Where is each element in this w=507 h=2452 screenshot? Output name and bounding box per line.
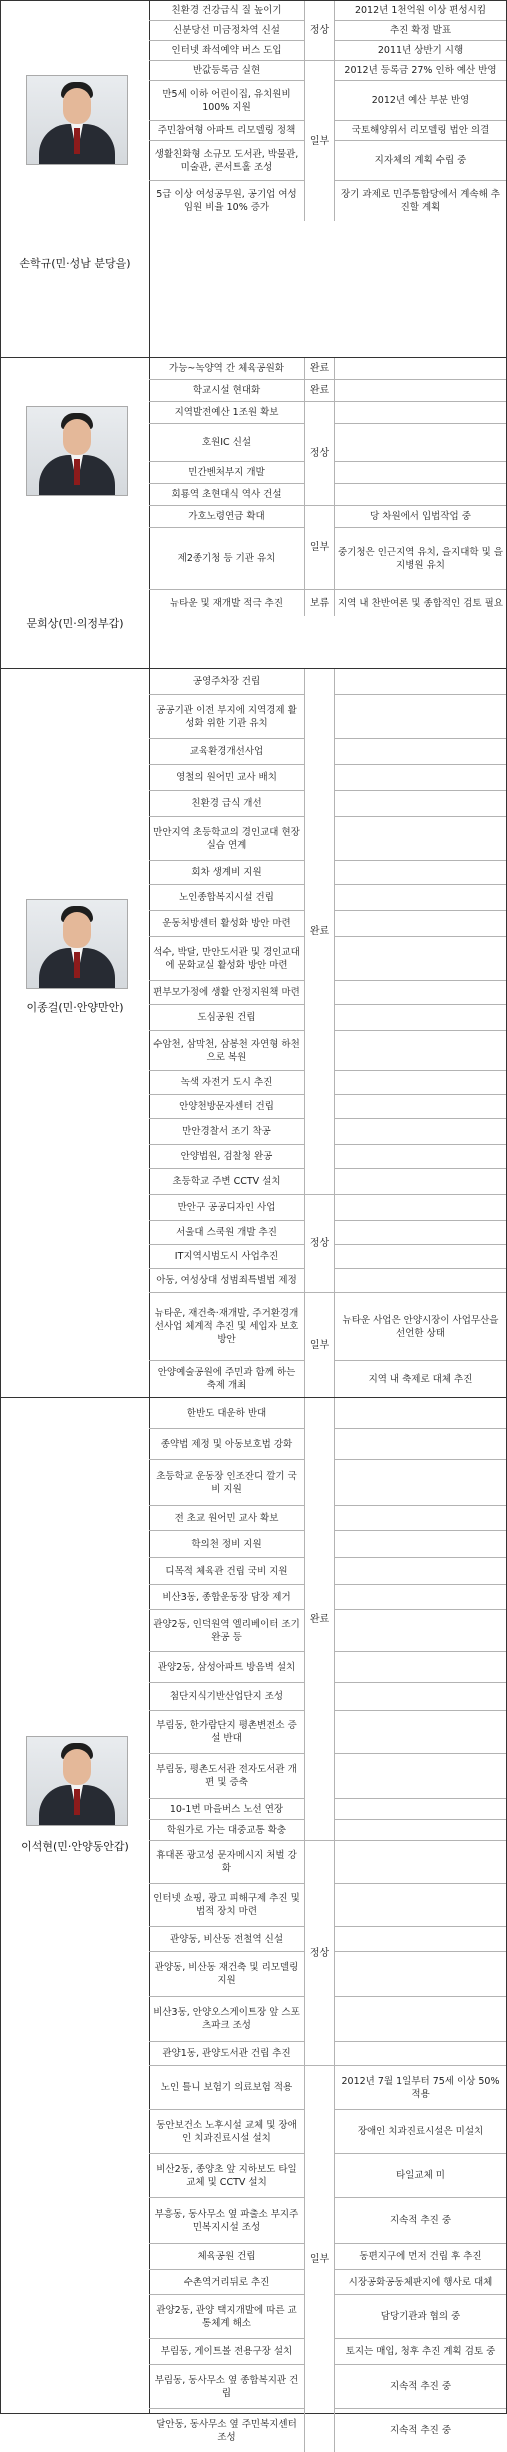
status-label: 정상 [305,1,335,61]
pledge-text: 부흥동, 동사무소 옆 파출소 부지주민복지시설 조성 [149,2198,305,2244]
pledge-note: 2012년 1천억원 이상 편성시킴 [335,1,506,21]
status-label: 완료 [305,669,335,1195]
pledge-note [335,695,506,739]
politician-name: 손학규(민·성남 분당을) [19,257,131,270]
pledge-list [149,1,506,357]
pledge-text: 비산3동, 종합운동장 담장 제거 [149,1585,305,1610]
pledge-text: 학교시설 현대화 [149,380,305,402]
pledge-text: 교육환경개선사업 [149,739,305,765]
pledge-text: 인터넷 쇼핑, 광고 피해구제 추진 및 법적 장치 마련 [149,1884,305,1927]
status-label: 일부 [305,1293,335,1397]
pledge-text: 관양동, 비산동 재건축 및 리모델링 지원 [149,1952,305,1997]
pledge-text: 부림동, 평촌도서관 전자도서관 개편 및 증축 [149,1754,305,1799]
pledge-note [335,1031,506,1071]
pledge-note [335,1119,506,1145]
pledge-note: 2011년 상반기 시행 [335,41,506,61]
pledge-text: 디목적 체육관 건립 국비 지원 [149,1558,305,1585]
politician-profile [1,358,150,668]
pledge-note [335,358,506,380]
pledge-text: 체육공원 건립 [149,2244,305,2270]
pledge-text: 신분당선 미금정차역 신설 [149,21,305,41]
pledge-text: 비산3동, 안양오스게이트장 앞 스포츠파크 조성 [149,1997,305,2042]
pledge-text: 부림동, 한가람단지 평촌변전소 증설 반대 [149,1711,305,1754]
pledge-list [149,1398,506,2443]
pledge-note [335,402,506,424]
pledge-note [335,885,506,911]
pledge-note [335,1460,506,1506]
pledge-note: 당 차원에서 입법작업 중 [335,506,506,528]
pledge-text: 가호노령연금 확대 [149,506,305,528]
pledge-note [335,791,506,817]
politician-name: 이석현(민·안양동안갑) [21,1840,129,1853]
pledge-note: 추진 확정 발표 [335,21,506,41]
portrait-sohn [26,75,128,165]
pledge-note [335,1683,506,1711]
pledge-text: 호원IC 신설 [149,424,305,462]
pledge-note [335,484,506,506]
pledge-text: 민간벤처부지 개발 [149,462,305,484]
pledge-note [335,424,506,462]
pledge-note [335,1952,506,1997]
pledge-text: 안양예술공원에 주민과 함께 하는 축제 개최 [149,1361,305,1397]
pledge-note: 2012년 등록금 27% 인하 예산 반영 [335,61,506,81]
pledge-text: 한반도 대운하 반대 [149,1398,305,1429]
status-label: 완료 [305,1398,335,1841]
pledge-note: 지역 내 찬반여론 및 종합적인 검토 필요 [338,597,503,609]
pledge-note [335,739,506,765]
status-label: 완료 [305,358,335,380]
pledge-list [149,358,506,668]
pledge-text: 관양1동, 관양도서관 건립 추진 [149,2042,305,2066]
pledge-text: 서울대 스쿡원 개발 추진 [149,1221,305,1245]
status-label: 정상 [305,1841,335,2066]
pledge-note [335,2042,506,2066]
pledge-text: 노인종합복지시설 건립 [149,885,305,911]
pledge-note [335,1506,506,1531]
pledge-text: 주민참여형 아파트 리모델링 정책 [149,121,305,141]
pledge-note: 시장공화공동체판지에 행사로 대체 [335,2270,506,2295]
pledge-text: 회차 생계비 지원 [149,861,305,885]
politician-name: 이종걸(민·안양만안) [26,1001,124,1014]
portrait-lee-sh [26,1736,128,1826]
pledge-note [335,1221,506,1245]
status-label: 일부 [305,2066,335,2452]
pledge-text: 가능~녹양역 간 체육공원화 [149,358,305,380]
pledge-note [335,1071,506,1095]
pledge-note: 장기 과제로 민주통합당에서 계속해 추진할 계획 [341,189,500,213]
pledge-text: 반값등록금 실현 [149,61,305,81]
pledge-note [335,1585,506,1610]
pledge-note [335,1245,506,1269]
pledge-text: 안양법원, 검찰청 완공 [149,1145,305,1169]
pledge-note: 타일교체 미 [335,2154,506,2198]
pledge-text: 관양동, 비산동 전철역 신설 [149,1927,305,1952]
pledge-note [335,1652,506,1683]
pledge-text: 부림동, 동사무소 옆 종합복지관 건립 [149,2365,305,2409]
pledge-text: 수암천, 삼막천, 삼봉천 자연형 하천으로 복원 [149,1031,305,1071]
pledge-note: 지속적 추진 중 [335,2365,506,2409]
pledge-text: 인터넷 좌석예약 버스 도입 [149,41,305,61]
status-label: 정상 [305,1195,335,1293]
politician-profile [1,669,150,1397]
status-label: 일부 [305,506,335,590]
pledge-note [335,981,506,1005]
pledge-note [335,1195,506,1221]
pledge-text: 초등학교 운동장 인조잔디 깔기 국비 지원 [149,1460,305,1506]
pledge-text: 첨단지식기반산업단지 조성 [149,1683,305,1711]
status-label: 일부 [305,61,335,221]
pledge-text: 생활친화형 소규모 도서관, 박물관, 미술관, 콘서트홀 조성 [149,141,305,181]
pledge-text: 도심공원 건립 [149,1005,305,1031]
portrait-lee-jg [26,899,128,989]
pledge-note [335,1841,506,1884]
pledge-text: 영철의 원어민 교사 배치 [149,765,305,791]
pledge-text: 안양천방문자센터 건립 [149,1095,305,1119]
pledge-note [335,817,506,861]
pledge-text: 뉴타운, 재건축·재개발, 주거환경개선사업 체계적 추진 및 세입자 보호방안 [149,1293,305,1361]
pledge-text: 휴대폰 광고성 문자메시지 처벌 강화 [149,1841,305,1884]
pledge-note [335,937,506,981]
pledge-text: 공공기관 이전 부지에 지역경제 활성화 위한 기관 유치 [149,695,305,739]
politician-section [1,358,506,669]
pledge-text: 부림동, 게이트볼 전용구장 설치 [149,2339,305,2365]
pledge-text: 전 초교 원어민 교사 확보 [149,1506,305,1531]
pledge-text: 친환경 급식 개선 [149,791,305,817]
pledge-text: 비산2동, 종양초 앞 지하보도 타일교체 및 CCTV 설치 [149,2154,305,2198]
pledge-note: 지자체의 계획 수립 중 [335,141,506,181]
pledge-note [335,1610,506,1652]
pledge-text: 공영주차장 건립 [149,669,305,695]
pledge-note [335,1531,506,1558]
pledge-note: 지속적 추진 중 [335,2198,506,2244]
politician-profile [1,1398,150,2413]
pledge-text: 만5세 이하 어린이집, 유치원비 100% 지원 [149,81,305,121]
pledge-note: 동편지구에 먼저 건립 후 추진 [335,2244,506,2270]
pledge-note: 담당기관과 협의 중 [335,2295,506,2339]
pledge-note [335,1711,506,1754]
pledge-note [335,1927,506,1952]
politician-profile [1,1,150,357]
politician-name: 문희상(민·의정부갑) [26,617,124,630]
status-label: 완료 [305,380,335,402]
pledge-text: 동안보건소 노후시설 교체 및 장애인 치과진료시설 설치 [149,2110,305,2154]
politician-section [1,669,506,1398]
status-label: 정상 [305,402,335,506]
pledge-note [335,1005,506,1031]
pledge-note: 장애인 치과진료시설은 미설치 [335,2110,506,2154]
pledge-text: 뉴타운 및 재개발 적극 추진 [149,590,305,616]
pledge-text: 친환경 건강급식 질 높이기 [149,1,305,21]
pledge-note: 토지는 매입, 청후 추진 계획 검토 중 [335,2339,506,2365]
pledge-text: 회룡역 초현대식 역사 건설 [149,484,305,506]
pledge-text: 편부모가정에 생활 안정지원책 마련 [149,981,305,1005]
pledge-note: 2012년 7월 1일부터 75세 이상 50% 적용 [335,2066,506,2110]
pledge-text: 10-1번 마을버스 노선 연장 [149,1799,305,1820]
pledge-note [335,1429,506,1460]
pledge-note [335,1145,506,1169]
pledge-text: 아동, 여성상대 성범죄특별법 제정 [149,1269,305,1293]
pledge-list [149,669,506,1397]
pledge-note [335,1884,506,1927]
pledge-text: 관양2동, 삼성아파트 방음벽 설치 [149,1652,305,1683]
pledge-note [335,1820,506,1841]
pledge-note [335,765,506,791]
pledge-text: 만안지역 초등학교의 경인교대 현장실습 연계 [149,817,305,861]
pledge-note: 지역 내 축제로 대체 추진 [368,1373,473,1385]
pledge-text: 녹색 자전거 도시 추진 [149,1071,305,1095]
pledge-note [335,861,506,885]
pledge-text: 학의천 정비 지원 [149,1531,305,1558]
pledge-text: 지역발전예산 1조원 확보 [149,402,305,424]
pledge-note [335,1095,506,1119]
pledge-note: 국토해양위서 리모델링 법안 의결 [335,121,506,141]
pledge-note [335,1269,506,1293]
pledge-text: 제2종기청 등 기관 유치 [149,528,305,590]
pledge-text: IT지역시범도시 사업추진 [149,1245,305,1269]
pledge-text: 수촌역거리뒤로 추진 [149,2270,305,2295]
pledge-text: 5급 이상 여성공무원, 공기업 여성임원 비율 10% 증가 [149,181,305,221]
politician-section [1,1398,506,2443]
pledge-note: 중기청은 인근지역 유치, 을지대학 및 을지병원 유치 [335,528,506,590]
pledge-text: 관양2동, 인덕원역 엘리베이터 조기완공 등 [149,1610,305,1652]
pledge-note [335,1558,506,1585]
pledge-text: 만안경찰서 조기 착공 [149,1119,305,1145]
pledge-note: 뉴타운 사업은 안양시장이 사업무산을 선언한 상태 [335,1293,506,1361]
pledge-text: 운동처방센터 활성화 방안 마련 [149,911,305,937]
pledge-note [335,1754,506,1799]
pledge-note [335,462,506,484]
pledge-text: 달안동, 동사무소 옆 주민복지센터 조성 [149,2409,305,2452]
pledge-text: 석수, 박달, 만안도서관 및 경인교대에 문화교실 활성화 방안 마련 [149,937,305,981]
pledge-text: 만안구 공공디자인 사업 [149,1195,305,1221]
pledge-note [335,1997,506,2042]
pledge-note: 2012년 예산 부분 반영 [335,81,506,121]
politician-section [1,1,506,358]
pledge-note [335,1169,506,1195]
pledge-note [335,1799,506,1820]
pledge-text: 종약법 제정 및 아동보호법 강화 [149,1429,305,1460]
pledge-note [335,911,506,937]
pledge-note [335,1398,506,1429]
portrait-moon [26,406,128,496]
status-label: 보류 [305,590,335,616]
pledge-text: 관양2동, 관양 택지개발에 따른 교통체계 해소 [149,2295,305,2339]
pledge-text: 초등학교 주변 CCTV 설치 [149,1169,305,1195]
pledge-text: 노인 틀니 보험기 의료보험 적용 [149,2066,305,2110]
pledge-text: 학원가로 가는 대중교통 확충 [149,1820,305,1841]
pledge-note: 지속적 추진 중 [389,2425,452,2436]
pledge-note [335,380,506,402]
pledge-note [335,669,506,695]
